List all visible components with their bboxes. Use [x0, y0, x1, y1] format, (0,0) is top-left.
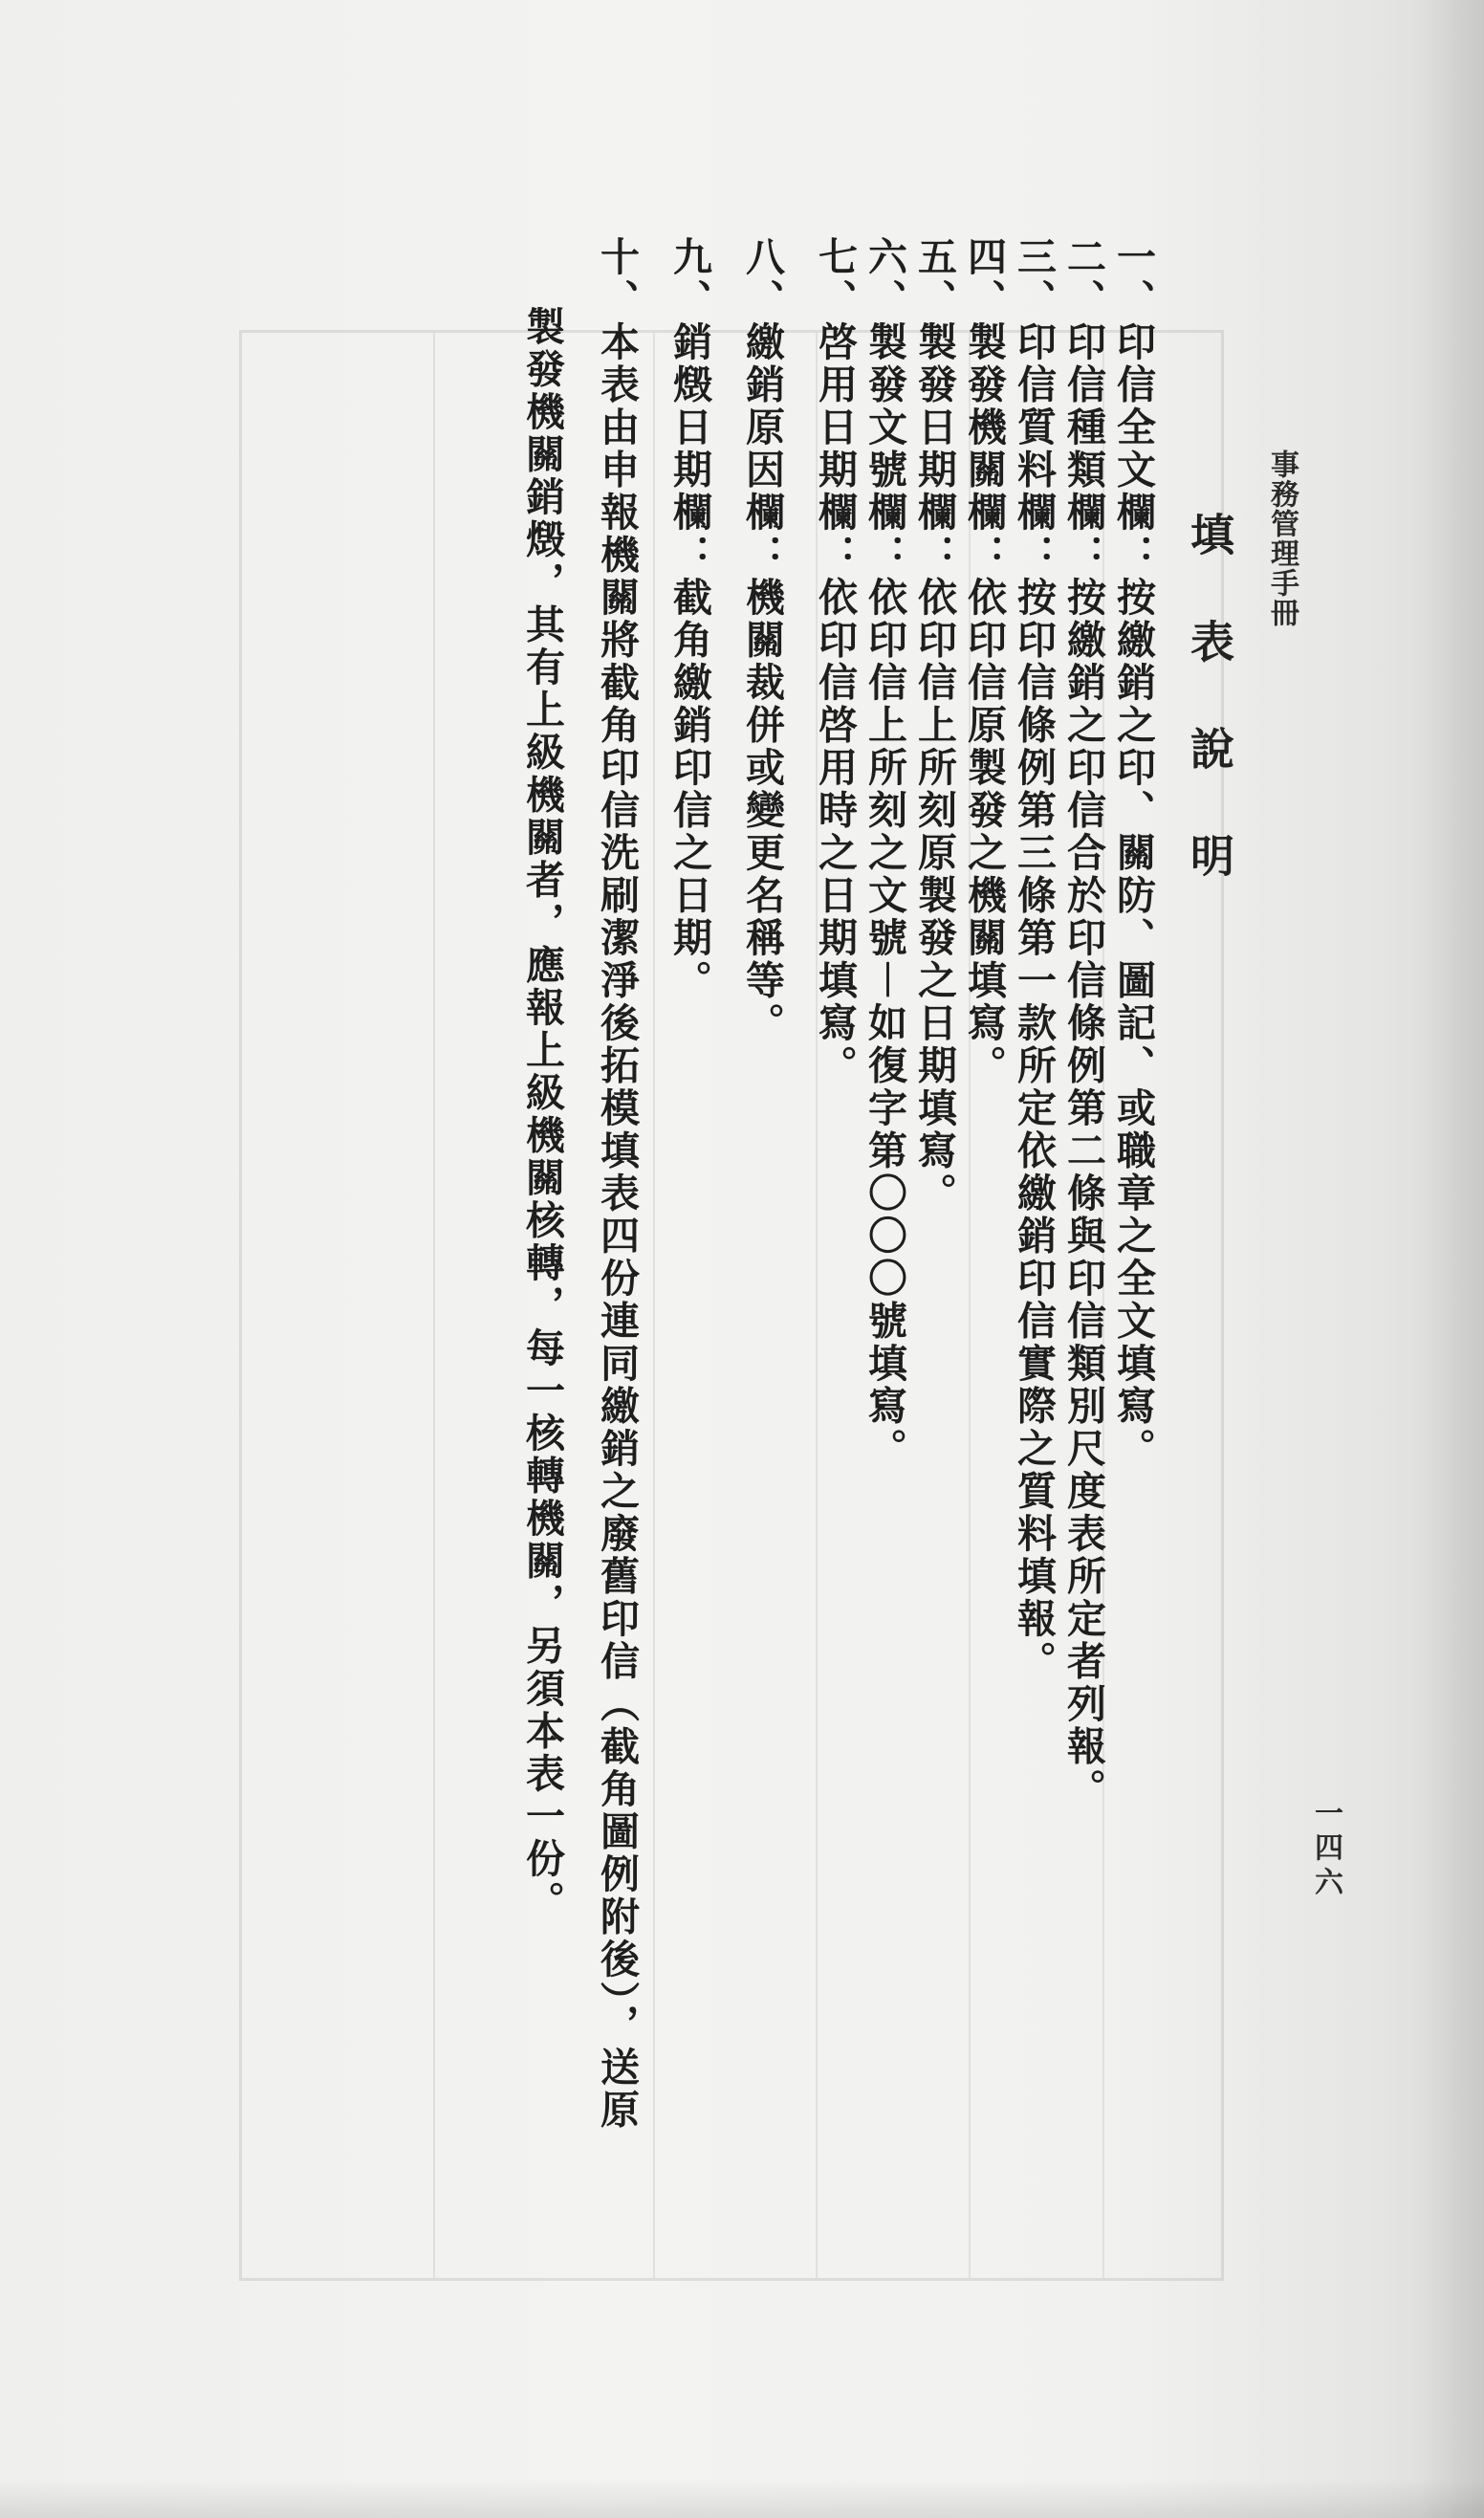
item-label: 製發文號欄： — [862, 321, 907, 577]
instruction-item — [1011, 236, 1057, 1683]
instruction-item — [1060, 236, 1106, 1811]
item-text: 按繳銷之印、關防、圖記、或職章之全文填寫。 — [1110, 577, 1156, 1471]
item-marker: 三、 — [1011, 236, 1057, 321]
item-text: 依印信上所刻原製發之日期填寫。 — [911, 577, 957, 1215]
page-bottom-shadow — [0, 2480, 1484, 2518]
bleed-line — [653, 333, 655, 2278]
item-marker: 四、 — [961, 236, 1007, 321]
instruction-item — [666, 236, 712, 1002]
section-title: 填表說明 — [1184, 512, 1235, 940]
item-text: 按印信條例第三條第一款所定依繳銷印信實際之質料填報。 — [1011, 577, 1057, 1683]
item-text: 按繳銷之印信合於印信條例第二條與印信類別尺度表所定者列報。 — [1060, 577, 1106, 1811]
item-marker: 二、 — [1060, 236, 1106, 321]
item-text: 製發機關銷燬，其有上級機關者，應報上級機關核轉，每一核轉機關，另須本表一份。 — [519, 306, 565, 1923]
item-text: 依印信原製發之機關填寫。 — [961, 577, 1007, 1087]
item-label: 啓用日期欄： — [812, 321, 858, 577]
item-label: 印信種類欄： — [1060, 321, 1106, 577]
item-label: 製發日期欄： — [911, 321, 957, 577]
instruction-item-continuation — [519, 306, 565, 1923]
item-label: 印信質料欄： — [1011, 321, 1057, 577]
instruction-item — [739, 236, 785, 1045]
item-marker: 五、 — [911, 236, 957, 321]
instruction-item — [812, 236, 858, 1087]
item-label: 印信全文欄： — [1110, 321, 1156, 577]
item-marker: 八、 — [739, 236, 785, 321]
item-text: 機關裁併或變更名稱等。 — [739, 577, 785, 1045]
instruction-item — [1110, 236, 1156, 1471]
item-marker: 六、 — [862, 236, 907, 321]
page-number: 一四六 — [1309, 1798, 1342, 1901]
item-label: 製發機關欄： — [961, 321, 1007, 577]
item-text: 本表由申報機關將截角印信洗刷潔淨後拓模填表四份連同繳銷之廢舊印信（截角圖例附後），送原 — [594, 321, 640, 2132]
bleed-line — [433, 333, 435, 2278]
item-text: 截角繳銷印信之日期。 — [666, 577, 712, 1002]
item-label: 銷燬日期欄： — [666, 321, 712, 577]
instruction-item — [961, 236, 1007, 1087]
item-marker: 七、 — [812, 236, 858, 321]
instruction-item — [911, 236, 957, 1215]
instruction-item — [594, 236, 640, 2132]
running-header: 事務管理手冊 — [1265, 449, 1298, 627]
item-text: 依印信啓用時之日期填寫。 — [812, 577, 858, 1087]
item-label: 繳銷原因欄： — [739, 321, 785, 577]
instruction-item — [862, 236, 907, 1471]
item-marker: 十、 — [594, 236, 640, 321]
item-marker: 九、 — [666, 236, 712, 321]
item-text: 依印信上所刻之文號︱如復字第〇〇〇號填寫。 — [862, 577, 907, 1471]
item-marker: 一、 — [1110, 236, 1156, 321]
page-edge-shadow — [1417, 0, 1484, 2518]
